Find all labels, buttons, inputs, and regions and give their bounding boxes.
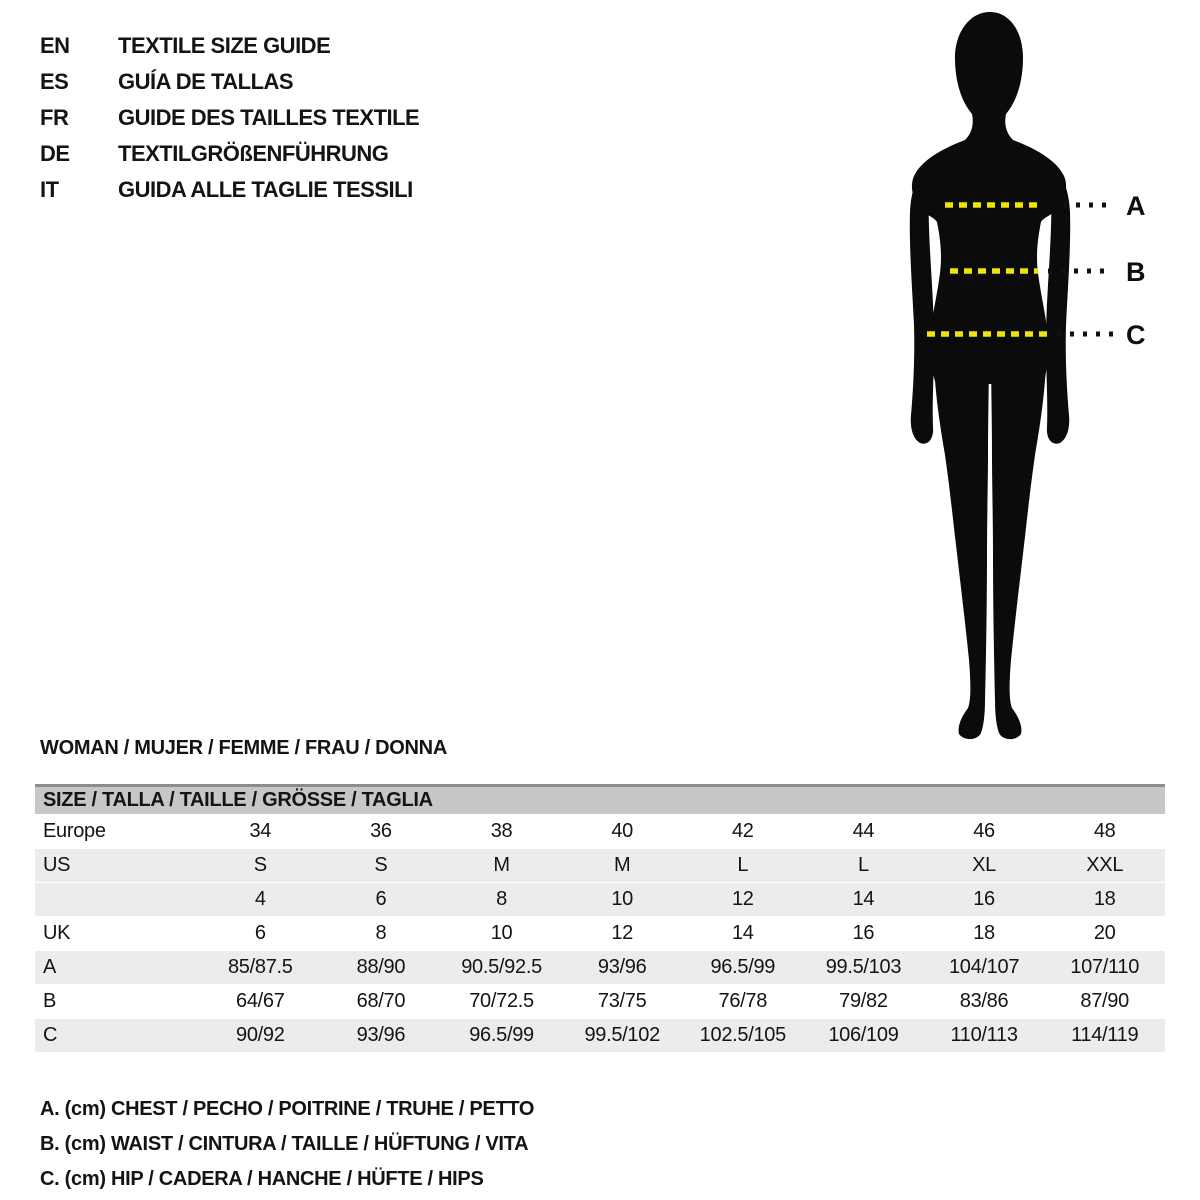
size-table	[35, 784, 1165, 1052]
chest-label: A	[1126, 191, 1146, 221]
table-row	[35, 1018, 1165, 1052]
language-code: EN	[40, 33, 70, 58]
woman-silhouette	[910, 12, 1070, 739]
size-value-cell: M	[493, 854, 510, 876]
language-row	[40, 136, 419, 172]
size-value-cell: S	[374, 854, 388, 876]
row-label	[35, 883, 200, 916]
waist-label: B	[1126, 257, 1146, 287]
language-code: IT	[40, 177, 59, 202]
size-value-cell: XXL	[1086, 854, 1124, 876]
size-value-cell: L	[858, 854, 869, 876]
size-table-body	[35, 814, 1165, 1052]
table-row	[35, 848, 1165, 882]
size-value-cell: 6	[254, 922, 266, 944]
size-value-cell: 16	[852, 922, 875, 944]
legend-line: A. (cm) CHEST / PECHO / POITRINE / TRUHE / PETTO	[40, 1098, 535, 1120]
size-value-cell: 16	[973, 888, 995, 910]
row-label: B	[43, 990, 57, 1012]
size-value-cell: 6	[375, 888, 387, 910]
size-value-cell: 99.5/103	[825, 956, 902, 978]
language-code: DE	[40, 141, 70, 166]
size-value-cell: 8	[496, 888, 507, 910]
language-code: FR	[40, 105, 69, 130]
size-value-cell: 70/72.5	[469, 990, 534, 1012]
size-value-cell: 93/96	[356, 1024, 406, 1046]
language-row	[40, 172, 419, 208]
table-row	[35, 950, 1165, 984]
language-row	[40, 64, 419, 100]
language-guide-title: TEXTILE SIZE GUIDE	[118, 33, 331, 58]
size-value-cell: 93/96	[597, 956, 647, 978]
size-value-cell: 79/82	[839, 990, 888, 1012]
size-value-cell: 10	[490, 922, 513, 944]
size-value-cell: 87/90	[1080, 990, 1129, 1012]
section-title-woman: WOMAN / MUJER / FEMME / FRAU / DONNA	[40, 737, 447, 759]
size-value-cell: 8	[375, 922, 387, 944]
measurement-legend	[40, 1092, 534, 1197]
size-value-cell: 85/87.5	[227, 956, 293, 978]
size-table-header: SIZE / TALLA / TAILLE / GRÖSSE / TAGLIA	[35, 784, 1165, 814]
size-value-cell: 90.5/92.5	[461, 956, 542, 978]
size-value-cell: 106/109	[828, 1024, 899, 1046]
size-value-cell: 68/70	[356, 990, 406, 1012]
size-value-cell: 48	[1093, 819, 1116, 842]
size-value-cell: 34	[249, 819, 272, 842]
size-value-cell: 14	[731, 922, 754, 944]
language-guide-title: TEXTILGRÖßENFÜHRUNG	[118, 141, 389, 166]
size-value-cell: 99.5/102	[584, 1024, 660, 1046]
legend-line: C. (cm) HIP / CADERA / HANCHE / HÜFTE / HIPS	[40, 1168, 484, 1190]
table-row	[35, 814, 1165, 848]
size-value-cell: 73/75	[597, 990, 647, 1012]
row-label: Europe	[43, 819, 106, 842]
size-value-cell: 88/90	[356, 956, 406, 978]
size-value-cell: 44	[852, 819, 875, 842]
size-value-cell: 42	[731, 819, 754, 842]
size-value-cell: 18	[1093, 888, 1116, 910]
language-row	[40, 100, 419, 136]
size-value-cell: 104/107	[948, 956, 1020, 978]
size-value-cell: 40	[611, 819, 634, 842]
size-value-cell: 76/78	[718, 990, 768, 1012]
language-guide-title: GUIDE DES TAILLES TEXTILE	[118, 105, 420, 130]
size-value-cell: 107/110	[1070, 956, 1140, 978]
language-code: ES	[40, 69, 69, 94]
size-value-cell: L	[737, 854, 749, 876]
language-guide-title: GUIDA ALLE TAGLIE TESSILI	[118, 177, 413, 202]
size-value-cell: 12	[611, 922, 634, 944]
row-label: C	[43, 1024, 58, 1046]
size-value-cell: 46	[973, 819, 995, 842]
size-value-cell: 110/113	[950, 1024, 1018, 1046]
row-label: A	[43, 956, 57, 978]
size-value-cell: 18	[973, 922, 995, 944]
woman-silhouette-graphic	[860, 0, 1200, 760]
legend-line: B. (cm) WAIST / CINTURA / TAILLE / HÜFTUNG / VITA	[40, 1133, 529, 1155]
size-value-cell: 36	[370, 819, 392, 842]
language-row	[40, 28, 419, 64]
size-value-cell: M	[614, 854, 631, 876]
size-value-cell: 102.5/105	[699, 1024, 786, 1046]
row-label: US	[43, 854, 71, 876]
size-value-cell: 20	[1093, 922, 1116, 944]
size-value-cell: 64/67	[236, 990, 285, 1012]
table-row	[35, 916, 1165, 950]
size-value-cell: 14	[852, 888, 875, 910]
row-label: UK	[43, 922, 71, 944]
size-value-cell: S	[253, 854, 267, 876]
size-value-cell: 12	[731, 888, 754, 910]
hip-label: C	[1126, 320, 1146, 350]
language-title-list	[40, 28, 419, 208]
size-value-cell: XL	[972, 854, 996, 876]
size-value-cell: 114/119	[1071, 1024, 1139, 1046]
size-value-cell: 38	[490, 819, 513, 842]
size-value-cell: 96.5/99	[469, 1024, 534, 1046]
size-value-cell: 4	[254, 888, 266, 910]
size-value-cell: 10	[611, 888, 634, 910]
table-row	[35, 984, 1165, 1018]
size-guide-figure	[860, 0, 1200, 760]
language-guide-title: GUÍA DE TALLAS	[118, 69, 294, 94]
size-value-cell: 90/92	[236, 1024, 285, 1046]
size-value-cell: 83/86	[959, 990, 1009, 1012]
table-row	[35, 882, 1165, 916]
size-value-cell: 96.5/99	[710, 956, 776, 978]
